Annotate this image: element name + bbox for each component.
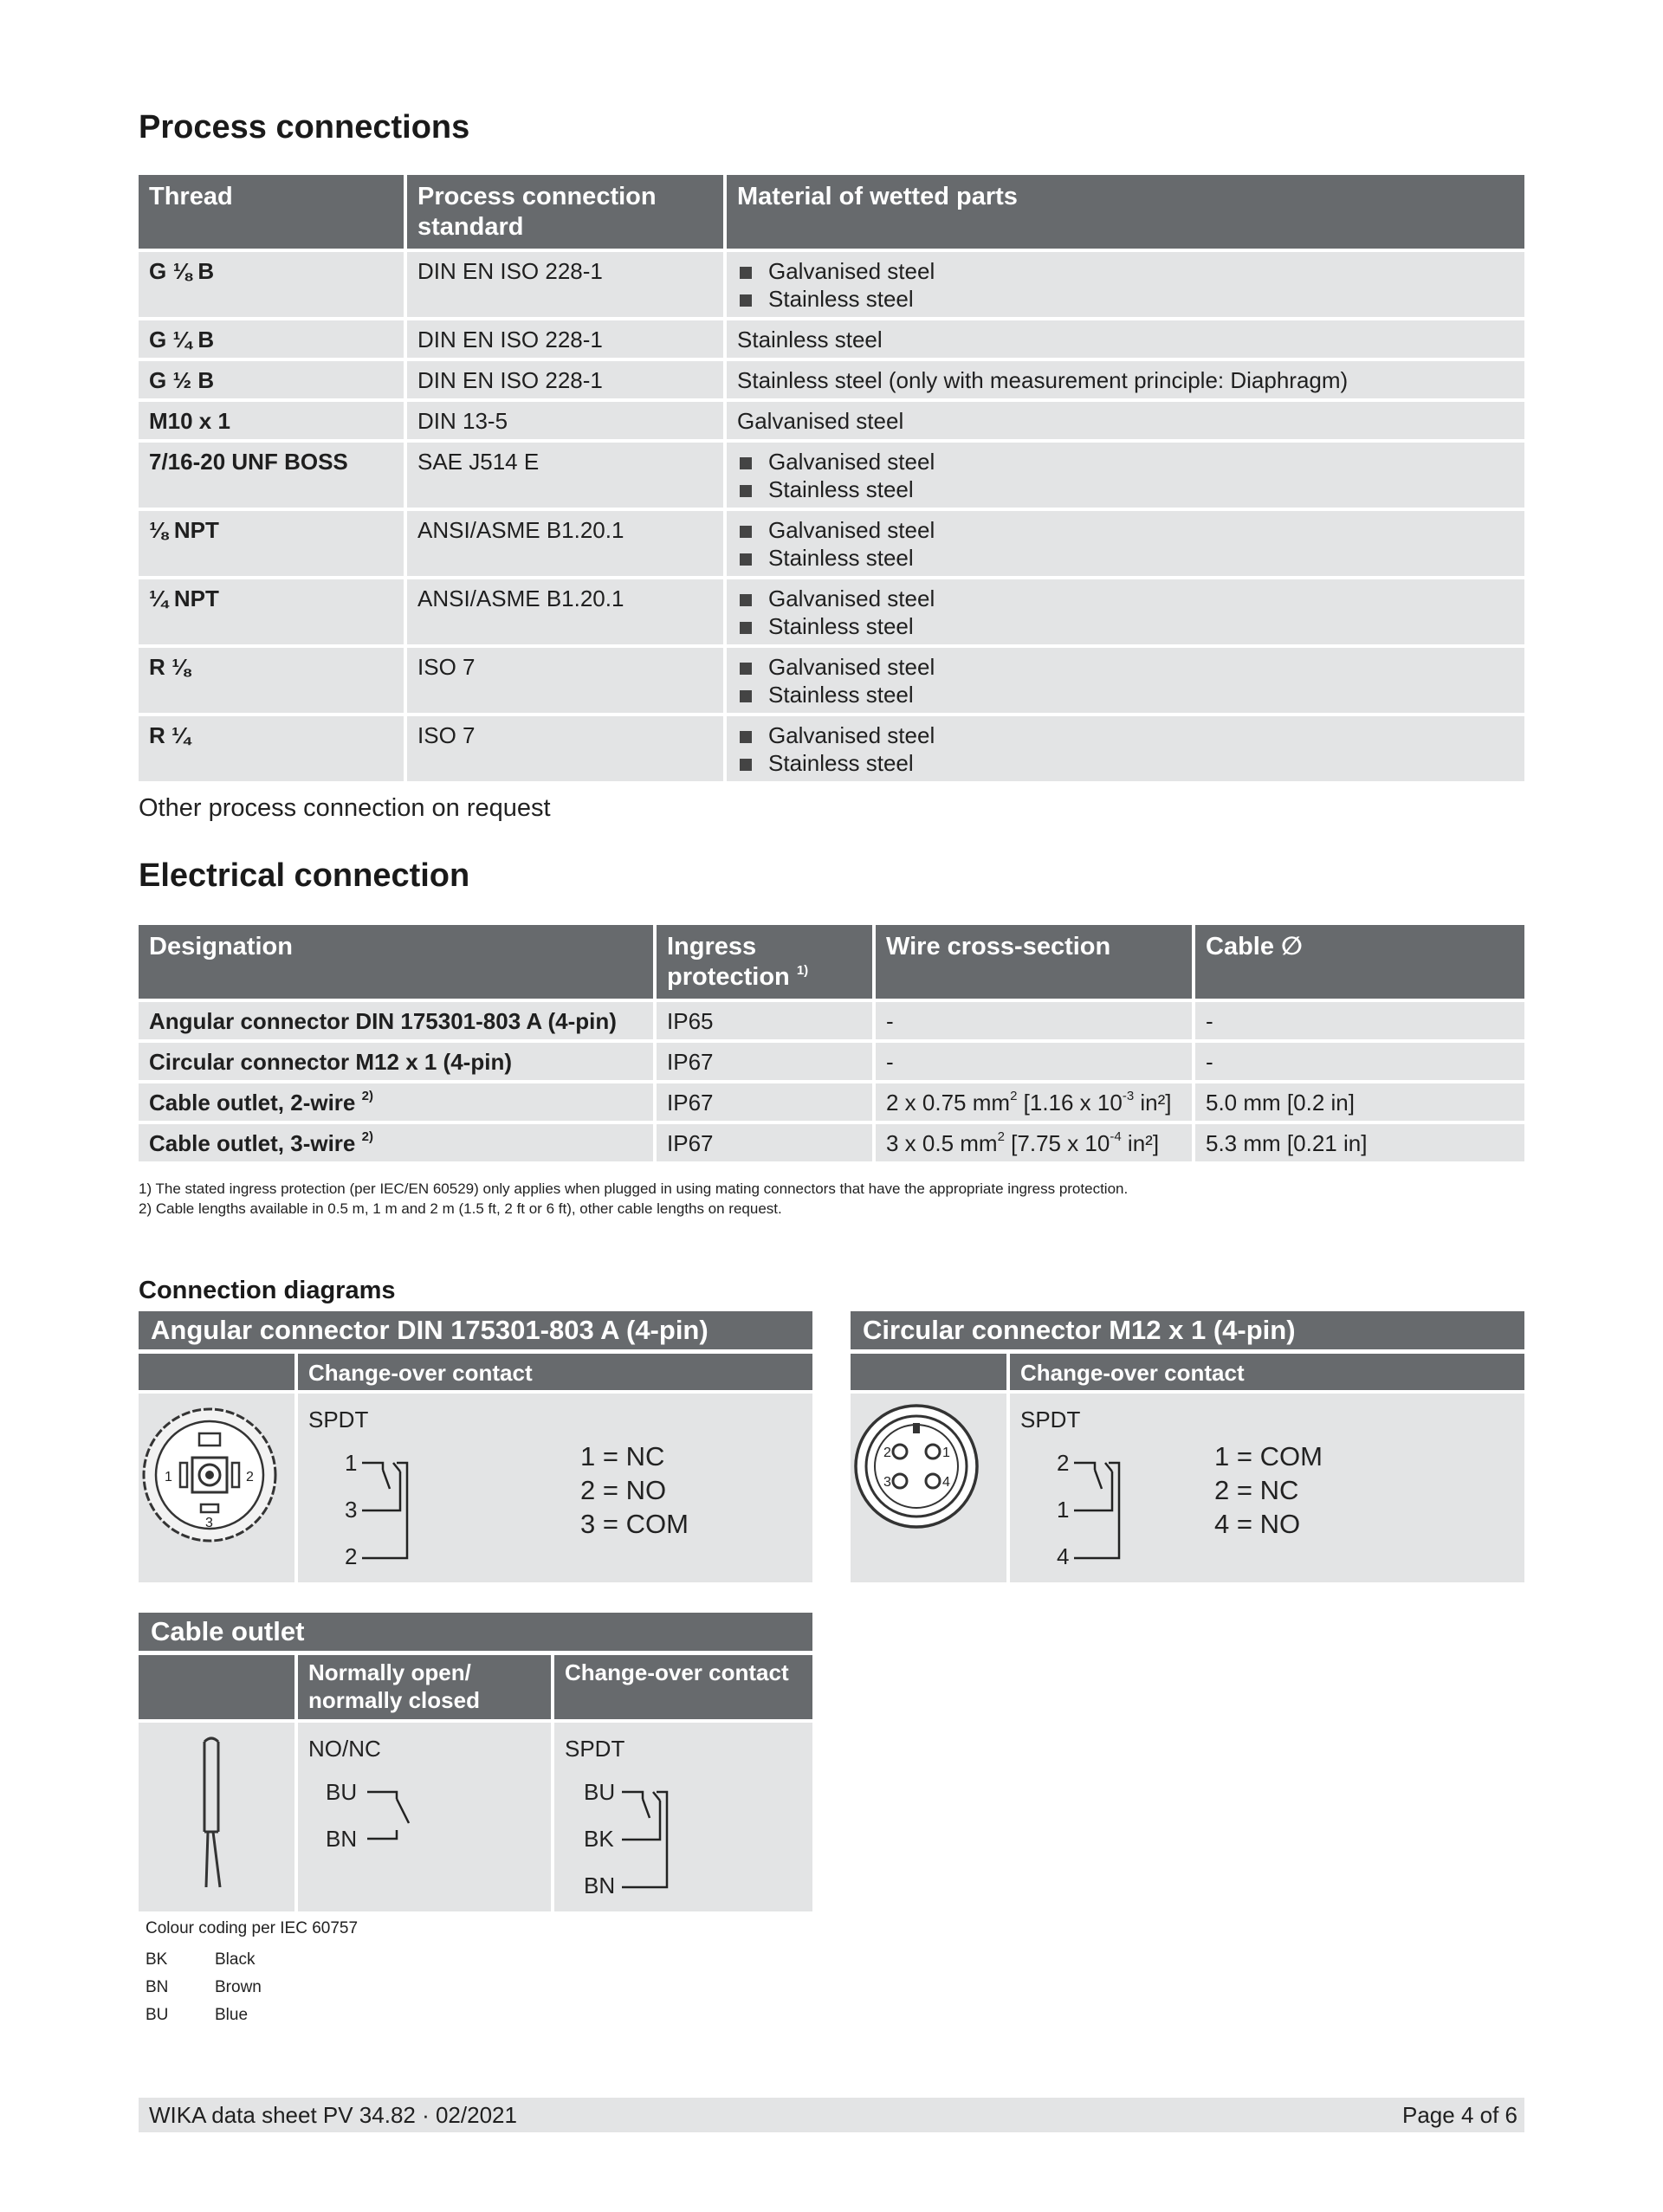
material-cell: [727, 443, 1524, 508]
material-item: Galvanised steel: [737, 585, 1514, 612]
colour-code-bn: BN: [146, 1978, 169, 1996]
thread-cell: G ½ B: [139, 361, 404, 398]
thread-cell: R ⅛: [139, 648, 404, 713]
nonc-wire-bu: BU: [326, 1779, 358, 1805]
cable-drawing: [139, 1723, 294, 1911]
spdt-switch-symbol: [618, 1775, 705, 1905]
wire-value-mid: [7.75 x 10: [1004, 1130, 1110, 1156]
spdt-wire-bk: BK: [584, 1826, 614, 1852]
angular-pin-3-label: 3: [205, 1516, 213, 1530]
electrical-connection-heading: Electrical connection: [139, 857, 470, 894]
angular-pin-bot: 2: [345, 1543, 358, 1569]
angular-connector-drawing: [139, 1394, 294, 1582]
designation-footnote-ref: 2): [361, 1089, 373, 1103]
standard-cell: DIN EN ISO 228-1: [407, 252, 723, 317]
wire-cell: [876, 1043, 1192, 1080]
footnote-1: 1) The stated ingress protection (per IEC/EN 60529) only applies when plugged in using mating connectors that have the appropriate ingress protection.: [139, 1180, 1129, 1197]
designation-text: Cable outlet, 2-wire: [149, 1090, 356, 1116]
angular-pin-2-label: 2: [246, 1470, 254, 1484]
circular-pin-mid: 1: [1057, 1497, 1070, 1523]
process-row: [139, 579, 1524, 644]
colour-name-blue: Blue: [215, 2006, 249, 2024]
standard-cell: ANSI/ASME B1.20.1: [407, 511, 723, 576]
circular-diagram-panel: [1010, 1394, 1524, 1582]
process-row: [139, 648, 1524, 713]
cable-image-panel: [139, 1723, 294, 1911]
circular-pin-1-label: 1: [942, 1446, 950, 1460]
material-item: Stainless steel: [737, 327, 883, 352]
footer-page-number: Page 4 of 6: [1402, 2102, 1517, 2128]
process-table-body: [139, 252, 1524, 781]
cable-cell: 5.3 mm [0.21 in]: [1195, 1124, 1524, 1161]
wire-cell: [876, 1083, 1192, 1121]
material-item: Stainless steel: [737, 681, 1514, 708]
colour-coding-title: Colour coding per IEC 60757: [146, 1919, 359, 1937]
wire-value: -: [886, 1049, 894, 1075]
designation-cell: [139, 1002, 653, 1039]
circular-connector-title: Circular connector M12 x 1 (4-pin): [851, 1311, 1524, 1349]
material-item: Galvanised steel: [737, 721, 1514, 749]
wire-value-post: in²]: [1134, 1090, 1172, 1116]
footnote-2: 2) Cable lengths available in 0.5 m, 1 m and 2 m (1.5 ft, 2 ft or 6 ft), other cable lengths on request.: [139, 1200, 782, 1217]
spdt-wire-bu: BU: [584, 1779, 616, 1805]
ingress-cell: IP67: [657, 1043, 872, 1080]
standard-cell: DIN EN ISO 228-1: [407, 361, 723, 398]
process-row: [139, 511, 1524, 576]
material-item: Galvanised steel: [737, 257, 1514, 285]
angular-assign-2: 2 = NO: [580, 1475, 667, 1505]
electrical-row: [139, 1002, 1524, 1039]
circular-assign-2: 2 = NC: [1214, 1475, 1299, 1505]
page-footer: [139, 2098, 1524, 2132]
material-item: Stainless steel: [737, 285, 1514, 313]
material-item: Stainless steel (only with measurement principle: Diaphragm): [737, 367, 1349, 393]
thread-cell: G ⅛ B: [139, 252, 404, 317]
cable-nonc-header: Normally open/ normally closed: [298, 1655, 551, 1719]
spdt-wire-bn: BN: [584, 1872, 616, 1898]
electrical-row: [139, 1043, 1524, 1080]
circular-pin-2-label: 2: [883, 1446, 891, 1460]
designation-text: Cable outlet, 3-wire: [149, 1130, 356, 1156]
material-cell: [727, 361, 1524, 398]
standard-cell: DIN 13-5: [407, 402, 723, 439]
thread-cell: R ¼: [139, 716, 404, 781]
material-item: Stainless steel: [737, 544, 1514, 572]
material-cell: [727, 320, 1524, 358]
nonc-switch-symbol: [364, 1775, 433, 1861]
electrical-row: [139, 1124, 1524, 1161]
process-row: [139, 443, 1524, 508]
process-row: [139, 320, 1524, 358]
circular-pin-4-label: 4: [942, 1475, 950, 1490]
angular-pin-top: 1: [345, 1450, 358, 1476]
material-cell: [727, 579, 1524, 644]
designation-text: Circular connector M12 x 1 (4-pin): [149, 1049, 512, 1075]
designation-footnote-ref: 2): [361, 1129, 373, 1144]
colour-name-black: Black: [215, 1950, 256, 1969]
footer-doc-ref: WIKA data sheet PV 34.82 · 02/2021: [149, 2102, 517, 2128]
wire-cell: [876, 1124, 1192, 1161]
angular-pin-1-label: 1: [165, 1470, 172, 1484]
ingress-cell: IP65: [657, 1002, 872, 1039]
cable-cell: -: [1195, 1002, 1524, 1039]
circular-assign-1: 1 = COM: [1214, 1441, 1323, 1471]
material-cell: [727, 511, 1524, 576]
material-item: Galvanised steel: [737, 448, 1514, 475]
col-standard: Process connection standard: [407, 175, 723, 249]
nonc-type-label: NO/NC: [308, 1736, 381, 1762]
cable-outlet-title: Cable outlet: [139, 1613, 812, 1651]
circular-assign-3: 4 = NO: [1214, 1509, 1301, 1539]
material-cell: [727, 402, 1524, 439]
electrical-row: [139, 1083, 1524, 1121]
circular-connector-drawing: [851, 1394, 1006, 1582]
angular-spdt-symbol: [359, 1446, 445, 1575]
circular-pin-bot: 4: [1057, 1543, 1070, 1569]
cable-changeover-header: Change-over contact: [554, 1655, 812, 1719]
material-item: Galvanised steel: [737, 516, 1514, 544]
angular-assign-1: 1 = NC: [580, 1441, 665, 1471]
col-designation: Designation: [139, 925, 653, 999]
thread-cell: ⅛ NPT: [139, 511, 404, 576]
thread-cell: 7/16-20 UNF BOSS: [139, 443, 404, 508]
process-row: [139, 361, 1524, 398]
angular-pin-mid: 3: [345, 1497, 358, 1523]
col-material: Material of wetted parts: [727, 175, 1524, 249]
material-cell: [727, 252, 1524, 317]
process-note: Other process connection on request: [139, 794, 551, 822]
wire-value: 3 x 0.5 mm: [886, 1130, 998, 1156]
material-item: Stainless steel: [737, 475, 1514, 503]
spdt-type-label: SPDT: [565, 1736, 625, 1762]
wire-exp: 2: [997, 1129, 1005, 1144]
circular-pin-top: 2: [1057, 1450, 1070, 1476]
thread-cell: ¼ NPT: [139, 579, 404, 644]
standard-cell: ANSI/ASME B1.20.1: [407, 579, 723, 644]
designation-cell: [139, 1083, 653, 1121]
angular-changeover-header: Change-over contact: [298, 1354, 812, 1390]
thread-cell: G ¼ B: [139, 320, 404, 358]
material-item: Galvanised steel: [737, 653, 1514, 681]
thread-cell: M10 x 1: [139, 402, 404, 439]
angular-connector-title: Angular connector DIN 175301-803 A (4-pin): [139, 1311, 812, 1349]
wire-exp: -4: [1110, 1129, 1122, 1144]
material-item: Stainless steel: [737, 749, 1514, 777]
angular-diagram-panel: [298, 1394, 812, 1582]
electrical-table-body: [139, 1002, 1524, 1161]
process-connections-heading: Process connections: [139, 109, 470, 146]
wire-value: -: [886, 1008, 894, 1034]
angular-empty-header: [139, 1354, 294, 1390]
ingress-cell: IP67: [657, 1083, 872, 1121]
material-item: Stainless steel: [737, 612, 1514, 640]
standard-cell: SAE J514 E: [407, 443, 723, 508]
angular-assign-3: 3 = COM: [580, 1509, 689, 1539]
designation-cell: [139, 1043, 653, 1080]
colour-code-bk: BK: [146, 1950, 168, 1969]
wire-exp: 2: [1010, 1089, 1018, 1103]
angular-image-panel: [139, 1394, 294, 1582]
standard-cell: ISO 7: [407, 716, 723, 781]
process-row: [139, 402, 1524, 439]
wire-cell: [876, 1002, 1192, 1039]
wire-value-post: in²]: [1121, 1130, 1160, 1156]
ingress-cell: IP67: [657, 1124, 872, 1161]
circular-pin-3-label: 3: [883, 1475, 891, 1490]
circular-empty-header: [851, 1354, 1006, 1390]
circular-type-label: SPDT: [1020, 1407, 1081, 1433]
circular-changeover-header: Change-over contact: [1010, 1354, 1524, 1390]
col-wire: Wire cross-section: [876, 925, 1192, 999]
process-connections-table: [135, 171, 1528, 785]
wire-value-mid: [1.16 x 10: [1017, 1090, 1123, 1116]
cable-cell: -: [1195, 1043, 1524, 1080]
colour-code-bu: BU: [146, 2006, 169, 2024]
circular-spdt-symbol: [1071, 1446, 1157, 1575]
wire-exp: -3: [1122, 1089, 1135, 1103]
electrical-connection-table: [135, 922, 1528, 1165]
col-cable: Cable ∅: [1195, 925, 1524, 999]
cable-empty-header: [139, 1655, 294, 1719]
nonc-wire-bn: BN: [326, 1826, 358, 1852]
standard-cell: ISO 7: [407, 648, 723, 713]
material-cell: [727, 648, 1524, 713]
material-cell: [727, 716, 1524, 781]
designation-text: Angular connector DIN 175301-803 A (4-pin): [149, 1008, 617, 1034]
material-item: Galvanised steel: [737, 408, 904, 434]
cable-spdt-panel: [554, 1723, 812, 1911]
col-ingress: Ingress protection $^{1)}$: [657, 925, 872, 999]
colour-name-brown: Brown: [215, 1978, 262, 1996]
designation-cell: [139, 1124, 653, 1161]
process-row: [139, 252, 1524, 317]
cable-nonc-panel: [298, 1723, 551, 1911]
wire-value: 2 x 0.75 mm: [886, 1090, 1011, 1116]
cable-cell: 5.0 mm [0.2 in]: [1195, 1083, 1524, 1121]
process-row: [139, 716, 1524, 781]
connection-diagrams-heading: Connection diagrams: [139, 1277, 396, 1304]
angular-type-label: SPDT: [308, 1407, 369, 1433]
circular-image-panel: [851, 1394, 1006, 1582]
standard-cell: DIN EN ISO 228-1: [407, 320, 723, 358]
col-thread: Thread: [139, 175, 404, 249]
